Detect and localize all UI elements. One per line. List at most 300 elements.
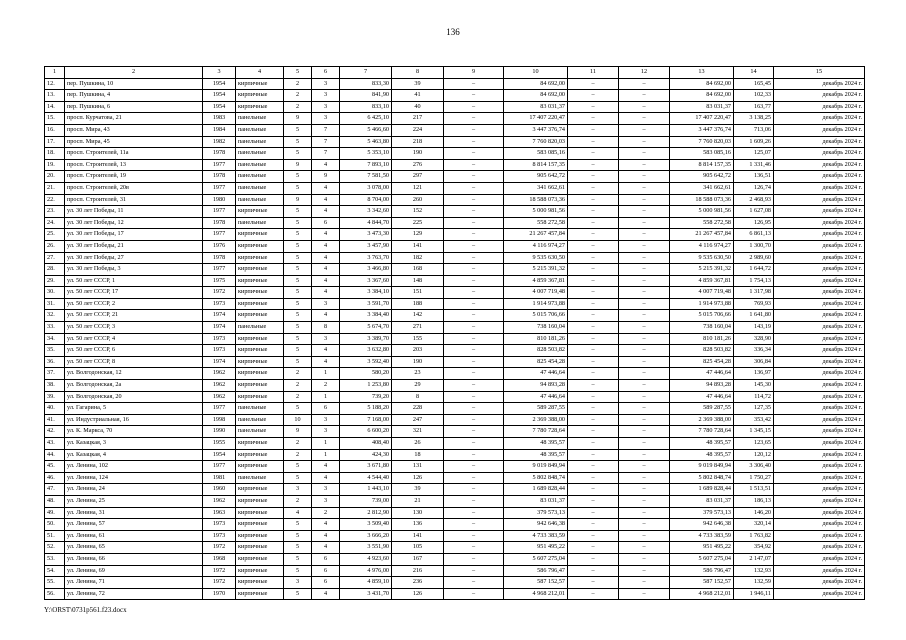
table-cell: 341 662,61: [504, 182, 568, 194]
table-cell: 3 551,90: [340, 542, 392, 554]
table-cell: 825 454,28: [670, 356, 734, 368]
table-cell: 5: [284, 252, 312, 264]
table-cell: –: [568, 588, 619, 600]
table-cell: ул. Волгодонская, 20: [65, 391, 203, 403]
table-cell: кирпичные: [236, 553, 284, 565]
table-cell: –: [444, 507, 504, 519]
table-cell: –: [619, 426, 670, 438]
table-cell: 336,34: [734, 345, 774, 357]
table-cell: 1 609,26: [734, 136, 774, 148]
column-header: 7: [340, 67, 392, 79]
table-cell: –: [444, 182, 504, 194]
table-cell: ул. 50 лет СССР, 4: [65, 333, 203, 345]
table-cell: 1955: [203, 438, 236, 450]
table-cell: –: [444, 519, 504, 531]
table-cell: 4 923,60: [340, 553, 392, 565]
footer-file-path: Y:\ORST\0731p561.f23.docx: [44, 606, 127, 614]
table-cell: 143,19: [734, 322, 774, 334]
table-cell: просп. Курчатова, 21: [65, 113, 203, 125]
table-cell: 1973: [203, 345, 236, 357]
table-cell: 5: [284, 240, 312, 252]
table-cell: –: [444, 171, 504, 183]
table-cell: –: [619, 124, 670, 136]
table-cell: декабрь 2024 г.: [774, 229, 865, 241]
column-header: 13: [670, 67, 734, 79]
table-cell: 3: [284, 484, 312, 496]
table-cell: панельные: [236, 171, 284, 183]
table-cell: –: [444, 438, 504, 450]
table-cell: 39.: [45, 391, 65, 403]
table-cell: просп. Строителей, 13: [65, 159, 203, 171]
table-cell: ул. 50 лет СССР, 2: [65, 298, 203, 310]
table-cell: 8 704,00: [340, 194, 392, 206]
table-cell: 167: [392, 553, 444, 565]
table-cell: 83 031,37: [504, 495, 568, 507]
table-cell: 1 750,27: [734, 472, 774, 484]
table-cell: ул. Волгодонская, 12: [65, 368, 203, 380]
table-cell: 1998: [203, 414, 236, 426]
table-cell: –: [568, 577, 619, 589]
table-cell: кирпичные: [236, 484, 284, 496]
column-header: 2: [65, 67, 203, 79]
table-cell: 48 395,57: [504, 449, 568, 461]
table-cell: 9 535 630,50: [504, 252, 568, 264]
table-cell: 3: [312, 414, 340, 426]
table-cell: 25.: [45, 229, 65, 241]
table-cell: ул. 30 лет Победы, 11: [65, 206, 203, 218]
table-cell: кирпичные: [236, 519, 284, 531]
table-cell: –: [619, 240, 670, 252]
table-cell: 1974: [203, 356, 236, 368]
table-cell: 5: [284, 182, 312, 194]
table-cell: ул. Гагарина, 5: [65, 403, 203, 415]
table-cell: 2 147,07: [734, 553, 774, 565]
table-cell: –: [619, 461, 670, 473]
table-cell: 14.: [45, 101, 65, 113]
table-cell: панельные: [236, 414, 284, 426]
table-cell: 1 513,51: [734, 484, 774, 496]
table-cell: ул. К. Маркса, 70: [65, 426, 203, 438]
table-cell: 1 641,80: [734, 310, 774, 322]
table-cell: 1977: [203, 461, 236, 473]
table-cell: 40: [392, 101, 444, 113]
table-cell: 3: [312, 113, 340, 125]
table-cell: ул. 30 лет Победы, 12: [65, 217, 203, 229]
table-cell: 126,74: [734, 182, 774, 194]
table-cell: ул. Ленина, 72: [65, 588, 203, 600]
table-cell: 216: [392, 565, 444, 577]
table-cell: –: [568, 356, 619, 368]
table-cell: –: [619, 229, 670, 241]
column-header: 11: [568, 67, 619, 79]
table-cell: декабрь 2024 г.: [774, 519, 865, 531]
table-cell: кирпичные: [236, 229, 284, 241]
table-cell: –: [444, 124, 504, 136]
table-cell: 3 367,60: [340, 275, 392, 287]
table-cell: –: [619, 356, 670, 368]
table-cell: 1962: [203, 391, 236, 403]
table-cell: 589 287,55: [504, 403, 568, 415]
table-cell: 1 946,11: [734, 588, 774, 600]
table-cell: –: [444, 240, 504, 252]
table-row: [45, 542, 865, 554]
table-cell: ул. 50 лет СССР, 6: [65, 345, 203, 357]
table-cell: 3 592,40: [340, 356, 392, 368]
table-cell: –: [444, 333, 504, 345]
table-cell: 9 019 849,94: [504, 461, 568, 473]
table-cell: 4: [284, 507, 312, 519]
table-cell: кирпичные: [236, 495, 284, 507]
table-cell: 4 007 719,48: [504, 287, 568, 299]
table-cell: 151: [392, 287, 444, 299]
table-cell: кирпичные: [236, 101, 284, 113]
table-cell: 4: [312, 472, 340, 484]
table-cell: 1972: [203, 577, 236, 589]
table-cell: декабрь 2024 г.: [774, 264, 865, 276]
table-cell: 9: [284, 426, 312, 438]
table-cell: 18 588 073,36: [504, 194, 568, 206]
table-cell: ул. Ленина, 124: [65, 472, 203, 484]
table-cell: панельные: [236, 472, 284, 484]
table-cell: декабрь 2024 г.: [774, 217, 865, 229]
table-cell: 828 503,82: [670, 345, 734, 357]
table-cell: декабрь 2024 г.: [774, 124, 865, 136]
table-cell: 5: [284, 217, 312, 229]
table-cell: 4: [312, 588, 340, 600]
table-cell: 1972: [203, 542, 236, 554]
table-cell: панельные: [236, 182, 284, 194]
table-cell: 136: [392, 519, 444, 531]
table-cell: 5: [284, 229, 312, 241]
table-cell: 4: [312, 252, 340, 264]
table-cell: 24.: [45, 217, 65, 229]
table-cell: 5: [284, 530, 312, 542]
table-cell: 841,90: [340, 90, 392, 102]
table-cell: –: [619, 275, 670, 287]
table-cell: 1978: [203, 252, 236, 264]
table-cell: –: [619, 495, 670, 507]
table-cell: 84 692,00: [504, 90, 568, 102]
table-cell: декабрь 2024 г.: [774, 275, 865, 287]
table-cell: 7 780 728,64: [504, 426, 568, 438]
table-cell: –: [444, 461, 504, 473]
table-cell: 4 116 974,27: [670, 240, 734, 252]
table-cell: декабрь 2024 г.: [774, 78, 865, 90]
table-cell: 126: [392, 588, 444, 600]
table-cell: 1 627,08: [734, 206, 774, 218]
table-row: [45, 380, 865, 392]
table-cell: декабрь 2024 г.: [774, 182, 865, 194]
table-cell: –: [568, 461, 619, 473]
table-row: [45, 206, 865, 218]
table-row: [45, 414, 865, 426]
table-cell: 7 581,50: [340, 171, 392, 183]
table-cell: 114,72: [734, 391, 774, 403]
table-cell: –: [619, 217, 670, 229]
table-cell: 5 188,20: [340, 403, 392, 415]
table-cell: –: [444, 484, 504, 496]
table-cell: –: [568, 240, 619, 252]
table-cell: 7 780 728,64: [670, 426, 734, 438]
table-cell: кирпичные: [236, 90, 284, 102]
table-cell: –: [568, 124, 619, 136]
table-cell: 188: [392, 298, 444, 310]
table-cell: 15.: [45, 113, 65, 125]
table-cell: декабрь 2024 г.: [774, 495, 865, 507]
column-header: 9: [444, 67, 504, 79]
table-row: [45, 345, 865, 357]
table-row: [45, 171, 865, 183]
table-row: [45, 90, 865, 102]
table-cell: 51.: [45, 530, 65, 542]
table-cell: ул. 50 лет СССР, 17: [65, 287, 203, 299]
table-cell: 31.: [45, 298, 65, 310]
table-cell: 4 976,00: [340, 565, 392, 577]
table-cell: –: [619, 90, 670, 102]
table-cell: 6 425,10: [340, 113, 392, 125]
table-cell: 55.: [45, 577, 65, 589]
table-cell: кирпичные: [236, 310, 284, 322]
table-cell: 224: [392, 124, 444, 136]
table-cell: 9: [284, 113, 312, 125]
table-cell: –: [568, 380, 619, 392]
table-cell: 3 763,70: [340, 252, 392, 264]
table-cell: 3 447 376,74: [670, 124, 734, 136]
table-cell: 8 814 157,35: [504, 159, 568, 171]
table-cell: 3 342,60: [340, 206, 392, 218]
table-cell: панельные: [236, 403, 284, 415]
table-cell: –: [444, 403, 504, 415]
table-cell: декабрь 2024 г.: [774, 449, 865, 461]
table-cell: –: [444, 553, 504, 565]
table-cell: 810 181,26: [670, 333, 734, 345]
table-cell: ул. Казацкая, 4: [65, 449, 203, 461]
table-cell: 5 463,80: [340, 136, 392, 148]
table-cell: 32.: [45, 310, 65, 322]
table-cell: 587 152,57: [670, 577, 734, 589]
table-cell: пер. Пушкина, 6: [65, 101, 203, 113]
table-cell: 1977: [203, 159, 236, 171]
table-cell: –: [619, 113, 670, 125]
table-cell: 21 267 457,84: [670, 229, 734, 241]
table-cell: декабрь 2024 г.: [774, 484, 865, 496]
table-cell: ул. 30 лет Победы, 3: [65, 264, 203, 276]
table-row: [45, 484, 865, 496]
table-cell: 48 395,57: [670, 438, 734, 450]
table-cell: декабрь 2024 г.: [774, 298, 865, 310]
table-cell: –: [619, 553, 670, 565]
table-cell: ул. 50 лет СССР, 8: [65, 356, 203, 368]
table-cell: –: [444, 345, 504, 357]
table-cell: 126: [392, 472, 444, 484]
table-cell: 33.: [45, 322, 65, 334]
table-cell: –: [568, 171, 619, 183]
table-cell: 1963: [203, 507, 236, 519]
table-row: [45, 588, 865, 600]
table-cell: декабрь 2024 г.: [774, 403, 865, 415]
table-cell: –: [619, 264, 670, 276]
table-row: [45, 403, 865, 415]
table-cell: 9: [312, 171, 340, 183]
table-cell: панельные: [236, 217, 284, 229]
table-cell: 5: [284, 148, 312, 160]
table-row: [45, 519, 865, 531]
table-cell: 2: [284, 101, 312, 113]
table-cell: 29.: [45, 275, 65, 287]
table-cell: 23: [392, 368, 444, 380]
table-cell: 5: [284, 461, 312, 473]
table-cell: 1977: [203, 403, 236, 415]
table-cell: –: [568, 148, 619, 160]
table-cell: пер. Пушкина, 10: [65, 78, 203, 90]
table-cell: 3 632,80: [340, 345, 392, 357]
table-cell: 50.: [45, 519, 65, 531]
table-cell: –: [568, 182, 619, 194]
table-cell: 41: [392, 90, 444, 102]
table-cell: ул. Казацкая, 3: [65, 438, 203, 450]
table-cell: 769,93: [734, 298, 774, 310]
table-cell: 4: [312, 519, 340, 531]
table-cell: 4: [312, 182, 340, 194]
table-cell: –: [444, 530, 504, 542]
table-row: [45, 287, 865, 299]
table-cell: панельные: [236, 426, 284, 438]
table-cell: кирпичные: [236, 449, 284, 461]
table-cell: панельные: [236, 194, 284, 206]
table-cell: –: [444, 380, 504, 392]
table-cell: 121: [392, 182, 444, 194]
table-cell: –: [619, 194, 670, 206]
table-cell: 1974: [203, 322, 236, 334]
table-cell: 165,45: [734, 78, 774, 90]
table-cell: 130: [392, 507, 444, 519]
table-cell: просп. Мира, 45: [65, 136, 203, 148]
table-cell: –: [444, 495, 504, 507]
table-cell: 379 573,13: [504, 507, 568, 519]
table-cell: 5: [284, 519, 312, 531]
table-cell: 586 796,47: [504, 565, 568, 577]
table-cell: 13.: [45, 90, 65, 102]
table-row: [45, 275, 865, 287]
table-cell: –: [619, 287, 670, 299]
table-row: [45, 240, 865, 252]
table-cell: 5 015 706,66: [504, 310, 568, 322]
table-cell: декабрь 2024 г.: [774, 380, 865, 392]
table-cell: 5 607 275,04: [670, 553, 734, 565]
table-cell: ул. Ленина, 25: [65, 495, 203, 507]
table-cell: 4 968 212,01: [670, 588, 734, 600]
table-cell: 3: [312, 78, 340, 90]
table-cell: 18 588 073,36: [670, 194, 734, 206]
table-cell: 21: [392, 495, 444, 507]
table-row: [45, 136, 865, 148]
table-cell: 217: [392, 113, 444, 125]
table-cell: 47 446,64: [670, 391, 734, 403]
table-cell: 5 015 706,66: [670, 310, 734, 322]
table-cell: 129: [392, 229, 444, 241]
table-cell: 3 306,40: [734, 461, 774, 473]
table-cell: –: [568, 101, 619, 113]
table-cell: 1977: [203, 182, 236, 194]
table-cell: –: [444, 310, 504, 322]
table-cell: 1 644,72: [734, 264, 774, 276]
table-cell: кирпичные: [236, 391, 284, 403]
table-cell: 271: [392, 322, 444, 334]
table-cell: 19.: [45, 159, 65, 171]
table-cell: декабрь 2024 г.: [774, 461, 865, 473]
table-cell: 2 369 388,00: [670, 414, 734, 426]
table-cell: 1962: [203, 368, 236, 380]
table-cell: –: [444, 542, 504, 554]
table-cell: 905 642,72: [504, 171, 568, 183]
table-cell: –: [568, 229, 619, 241]
table-cell: 49.: [45, 507, 65, 519]
table-cell: –: [568, 78, 619, 90]
table-cell: 7: [312, 148, 340, 160]
table-cell: –: [619, 391, 670, 403]
table-cell: 1974: [203, 310, 236, 322]
table-cell: ул. Волгодонская, 2а: [65, 380, 203, 392]
table-cell: –: [619, 565, 670, 577]
table-cell: 83 031,37: [670, 495, 734, 507]
table-cell: –: [619, 577, 670, 589]
table-cell: 105: [392, 542, 444, 554]
table-cell: 47 446,64: [504, 368, 568, 380]
table-cell: 84 692,00: [670, 78, 734, 90]
table-cell: 5: [284, 287, 312, 299]
table-cell: 1970: [203, 588, 236, 600]
table-cell: 3 591,70: [340, 298, 392, 310]
table-cell: 5: [284, 333, 312, 345]
table-cell: 2: [312, 380, 340, 392]
table-cell: 3 473,30: [340, 229, 392, 241]
table-cell: 4 968 212,01: [504, 588, 568, 600]
table-cell: 20.: [45, 171, 65, 183]
table-cell: панельные: [236, 124, 284, 136]
table-cell: 44.: [45, 449, 65, 461]
table-cell: 16.: [45, 124, 65, 136]
table-cell: 247: [392, 414, 444, 426]
table-cell: декабрь 2024 г.: [774, 356, 865, 368]
table-cell: 1 754,13: [734, 275, 774, 287]
table-cell: 1990: [203, 426, 236, 438]
table-row: [45, 391, 865, 403]
table-cell: панельные: [236, 136, 284, 148]
table-cell: 125,07: [734, 148, 774, 160]
table-cell: кирпичные: [236, 461, 284, 473]
table-cell: 328,90: [734, 333, 774, 345]
table-cell: 583 085,16: [504, 148, 568, 160]
table-cell: 1954: [203, 90, 236, 102]
table-cell: 236: [392, 577, 444, 589]
table-cell: 1973: [203, 530, 236, 542]
table-cell: 2: [312, 507, 340, 519]
table-cell: 4 859 367,81: [670, 275, 734, 287]
table-cell: просп. Мира, 43: [65, 124, 203, 136]
table-cell: 8: [312, 322, 340, 334]
table-cell: 2 989,60: [734, 252, 774, 264]
table-cell: 2: [284, 495, 312, 507]
table-cell: 52.: [45, 542, 65, 554]
table-cell: кирпичные: [236, 287, 284, 299]
register-table: [44, 66, 865, 600]
table-cell: –: [619, 345, 670, 357]
table-cell: 3: [312, 426, 340, 438]
table-cell: 5 353,10: [340, 148, 392, 160]
table-cell: –: [619, 530, 670, 542]
table-cell: 297: [392, 171, 444, 183]
table-cell: кирпичные: [236, 542, 284, 554]
